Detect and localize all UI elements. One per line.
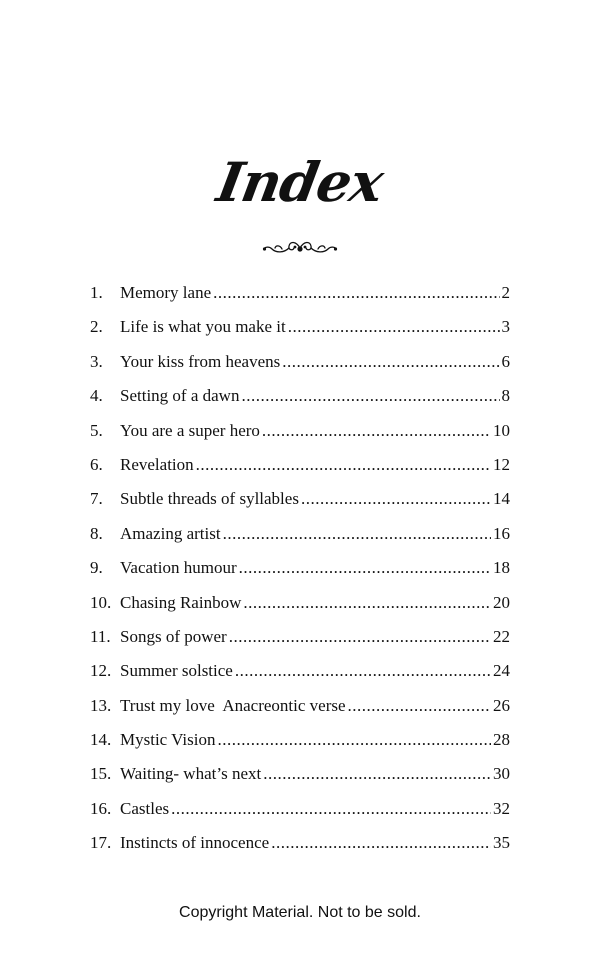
entry-page: 3 (501, 317, 510, 337)
entry-title: Amazing artist (120, 523, 221, 543)
dot-leader (213, 283, 499, 303)
entry-title: Your kiss from heavens (120, 351, 281, 371)
dot-leader (263, 764, 491, 784)
entry-title: Vacation humour (120, 558, 237, 578)
dot-leader (282, 352, 499, 372)
entry-number: 1. (90, 283, 103, 302)
dot-leader (271, 833, 491, 853)
entry-title: Mystic Vision (120, 730, 216, 750)
entry-page: 35 (493, 833, 510, 853)
entry-page: 12 (493, 454, 510, 474)
dot-leader (217, 730, 491, 750)
dot-leader (241, 386, 499, 406)
dot-leader (235, 661, 491, 681)
entry-page: 14 (493, 489, 510, 509)
entry-page: 6 (501, 351, 510, 371)
dot-leader (301, 489, 491, 509)
entry-page: 30 (493, 764, 510, 784)
dot-leader (243, 593, 491, 613)
index-entry (90, 627, 510, 661)
dot-leader (262, 421, 491, 441)
entry-title: Waiting- what’s next (120, 764, 262, 784)
entry-page: 24 (493, 661, 510, 681)
entry-page: 32 (493, 798, 510, 818)
entry-page: 20 (493, 592, 510, 612)
entry-title: Subtle threads of syllables (120, 489, 299, 509)
entry-number: 16. (90, 798, 112, 818)
dot-leader (196, 455, 491, 475)
index-entry (90, 696, 510, 730)
entry-number: 5. (90, 420, 103, 440)
index-list (90, 283, 510, 868)
entry-page: 28 (493, 730, 510, 750)
entry-number: 14. (90, 730, 112, 750)
entry-number: 6. (90, 454, 103, 474)
entry-number: 2. (90, 317, 103, 337)
entry-title: Chasing Rainbow (120, 592, 242, 612)
index-entry (90, 799, 510, 833)
entry-page: 16 (493, 523, 510, 543)
entry-title: Instincts of innocence (120, 833, 270, 853)
index-entry (90, 730, 510, 764)
index-entry (90, 833, 510, 867)
index-entry (90, 593, 510, 627)
entry-title: Trust my love Anacreontic verse (120, 695, 346, 715)
entry-title: You are a super hero (120, 420, 260, 440)
index-entry (90, 455, 510, 489)
entry-number: 11. (90, 626, 111, 646)
dot-leader (239, 558, 491, 578)
index-entry (90, 317, 510, 351)
dot-leader (288, 317, 500, 337)
dot-leader (348, 696, 491, 716)
entry-title: Revelation (120, 454, 194, 474)
entry-title: Memory lane (120, 283, 212, 302)
dot-leader (229, 627, 491, 647)
entry-title: Castles (120, 798, 170, 818)
index-entry (90, 661, 510, 695)
entry-page: 22 (493, 626, 510, 646)
index-entry (90, 421, 510, 455)
entry-number: 3. (90, 351, 103, 371)
index-entry (90, 558, 510, 592)
copyright-notice: Copyright Material. Not to be sold. (179, 904, 421, 921)
entry-number: 10. (90, 592, 112, 612)
index-entry (90, 352, 510, 386)
entry-page: 10 (493, 420, 510, 440)
entry-page: 2 (501, 283, 510, 302)
entry-number: 12. (90, 661, 112, 681)
index-entry (90, 489, 510, 523)
entry-number: 17. (90, 833, 112, 853)
entry-title: Life is what you make it (120, 317, 286, 337)
entry-page: 26 (493, 695, 510, 715)
index-entry (90, 524, 510, 558)
entry-number: 13. (90, 695, 112, 715)
index-entry (90, 764, 510, 798)
index-entry (90, 283, 510, 317)
entry-title: Songs of power (120, 626, 227, 646)
entry-page: 18 (493, 558, 510, 578)
page-title: Index (212, 150, 388, 214)
dot-leader (171, 799, 491, 819)
entry-number: 15. (90, 764, 112, 784)
entry-number: 4. (90, 386, 103, 406)
entry-number: 9. (90, 558, 103, 578)
index-entry (90, 386, 510, 420)
dot-leader (223, 524, 491, 544)
flourish-ornament-icon (262, 237, 338, 259)
entry-title: Summer solstice (120, 661, 233, 681)
entry-number: 7. (90, 489, 103, 509)
entry-number: 8. (90, 523, 103, 543)
entry-title: Setting of a dawn (120, 386, 240, 406)
entry-page: 8 (501, 386, 510, 406)
